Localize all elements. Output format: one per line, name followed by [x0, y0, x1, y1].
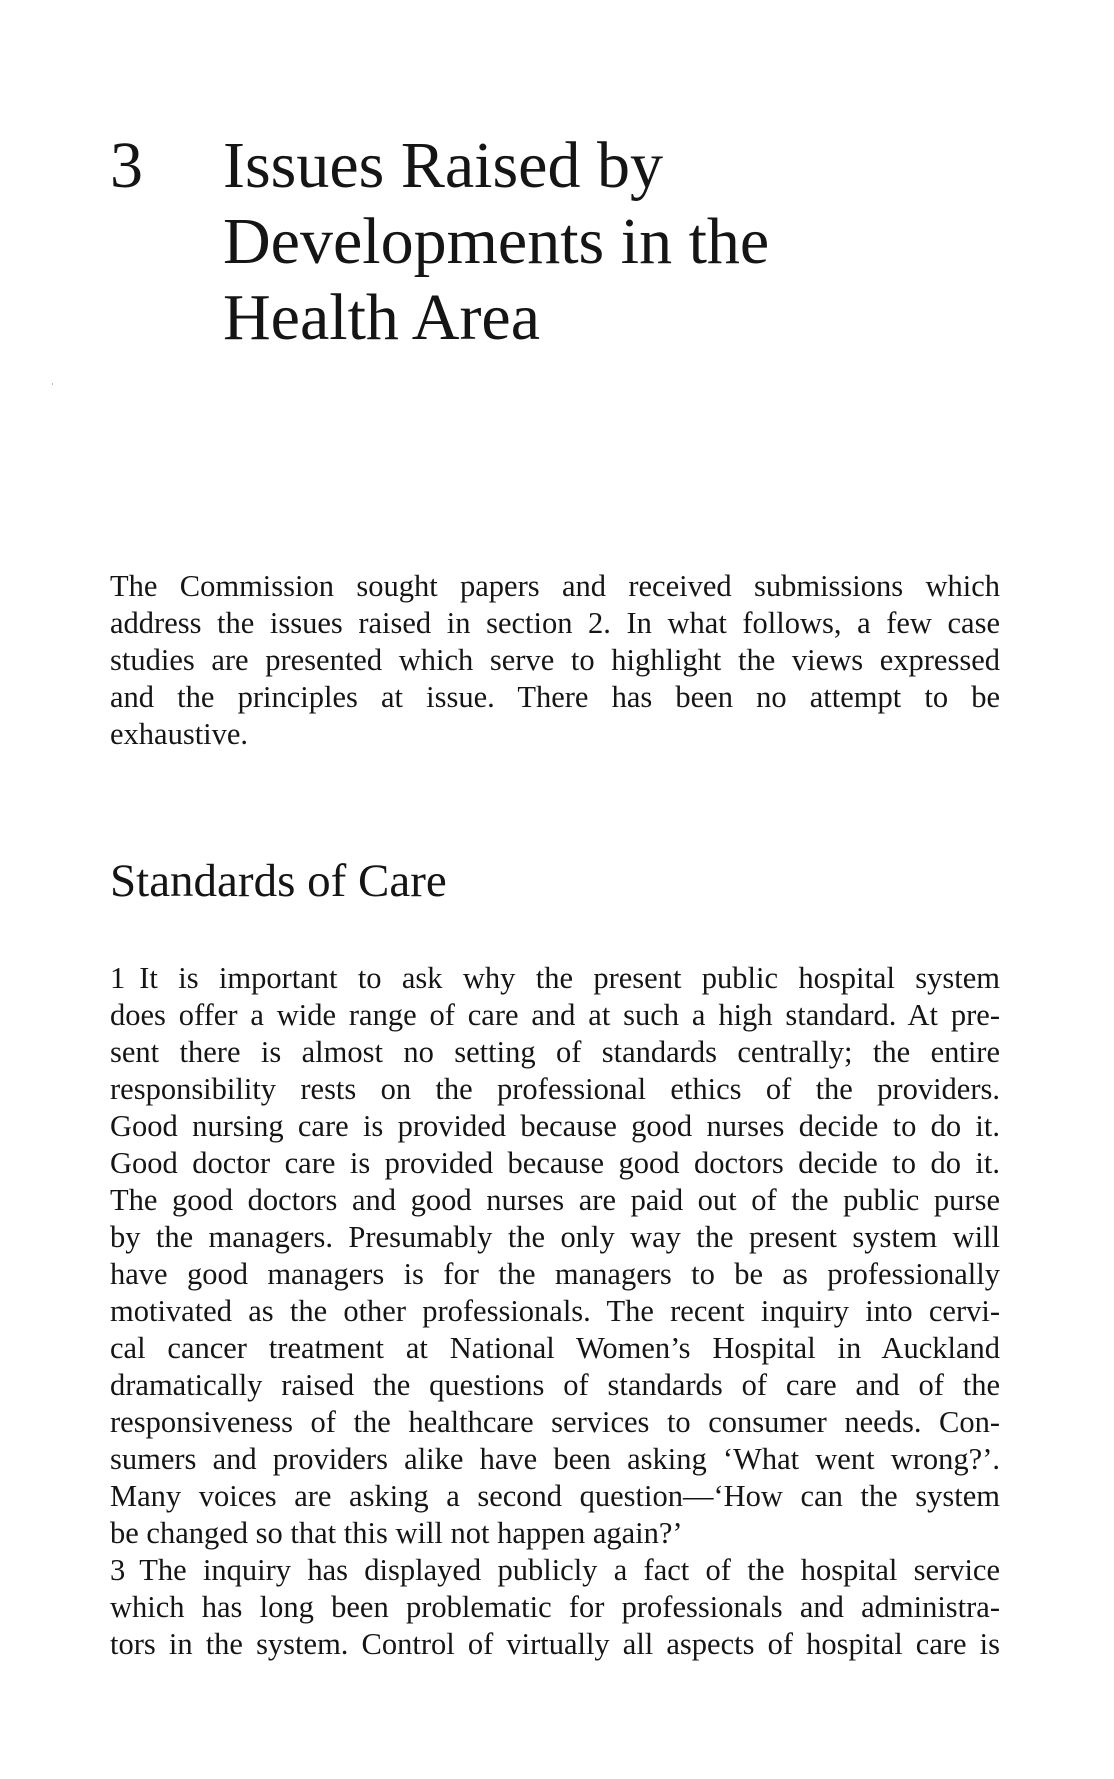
text-line: Many voices are asking a second question—‘How can the system: [110, 1479, 1000, 1513]
text-line: The Commission sought papers and received submissions which: [110, 569, 1000, 603]
text-line: Good nursing care is provided because good nurses decide to do it.: [110, 1109, 1000, 1143]
chapter-title: [223, 128, 769, 356]
text-line: cal cancer treatment at National Women’s Hospital in Auckland: [110, 1331, 1000, 1365]
paragraph-first-line: It is important to ask why the present public hospital system: [139, 961, 1000, 995]
numbered-paragraph: [110, 960, 1000, 1552]
text-line: responsibility rests on the professional ethics of the providers.: [110, 1072, 1000, 1106]
text-line: studies are presented which serve to highlight the views expressed: [110, 643, 1000, 677]
text-line: and the principles at issue. There has been no attempt to be: [110, 680, 1000, 714]
text-line: exhaustive.: [110, 717, 249, 751]
chapter-title-line: Issues Raised by: [223, 129, 663, 202]
numbered-paragraph: [110, 1552, 1000, 1663]
text-line: sumers and providers alike have been asking ‘What went wrong?’.: [110, 1442, 1000, 1476]
text-line: sent there is almost no setting of standards centrally; the entire: [110, 1035, 1000, 1069]
text-line: Good doctor care is provided because good doctors decide to do it.: [110, 1146, 1000, 1180]
chapter-title-line: Health Area: [223, 281, 541, 354]
text-line: be changed so that this will not happen again?’: [110, 1516, 683, 1550]
paragraph-first-line: The inquiry has displayed publicly a fact of the hospital service: [139, 1553, 1000, 1587]
text-line: which has long been problematic for professionals and administra-: [110, 1590, 1000, 1624]
intro-paragraph: [110, 568, 1000, 753]
text-line: [110, 960, 1000, 997]
text-line: The good doctors and good nurses are paid out of the public purse: [110, 1183, 1000, 1217]
text-line: address the issues raised in section 2. In what follows, a few case: [110, 606, 1000, 640]
paragraph-number: 3: [110, 1553, 126, 1587]
text-line: responsiveness of the healthcare services to consumer needs. Con-: [110, 1405, 1000, 1439]
text-line: motivated as the other professionals. The recent inquiry into cervi-: [110, 1294, 1000, 1328]
text-line: have good managers is for the managers to be as professionally: [110, 1257, 1000, 1291]
text-line: [110, 1552, 1000, 1589]
section-body: [110, 960, 1000, 1663]
text-line: dramatically raised the questions of standards of care and of the: [110, 1368, 1000, 1402]
paragraph-number: 1: [110, 961, 126, 995]
section-heading: Standards of Care: [110, 855, 447, 907]
chapter-number: 3: [110, 129, 143, 202]
scan-speck: [52, 383, 53, 385]
text-line: by the managers. Presumably the only way the present system will: [110, 1220, 1000, 1254]
text-line: does offer a wide range of care and at such a high standard. At pre-: [110, 998, 1000, 1032]
chapter-title-line: Developments in the: [223, 205, 770, 278]
text-line: tors in the system. Control of virtually all aspects of hospital care is: [110, 1627, 1000, 1661]
